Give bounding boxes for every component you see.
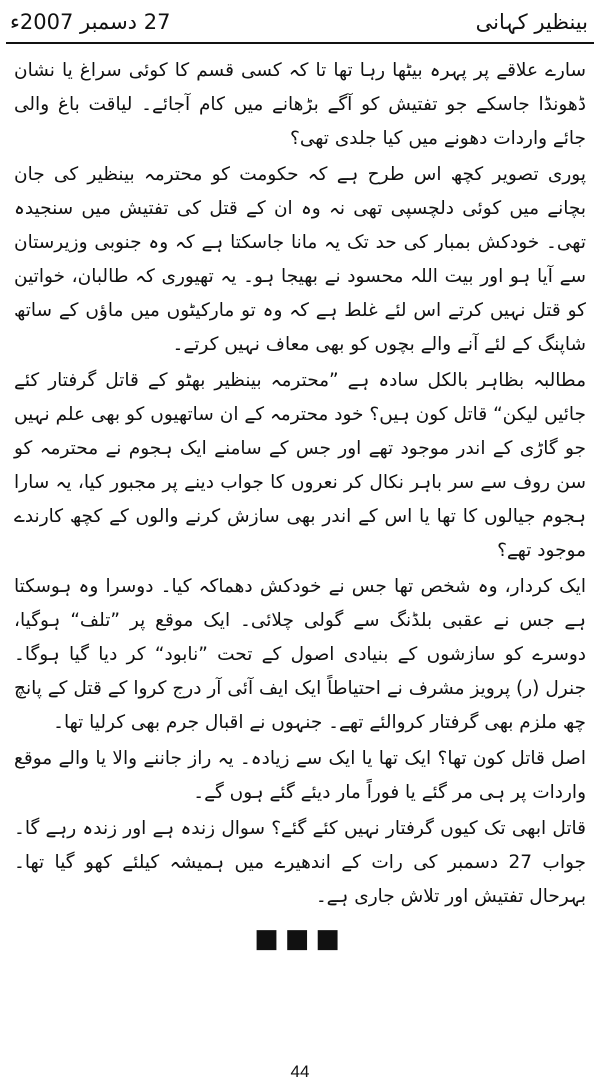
body-text bbox=[14, 54, 586, 916]
paragraph-4: ایک کردار، وہ شخص تھا جس نے خودکش دھماکہ کیا۔ دوسرا وہ ہوسکتا ہے جس نے عقبی بلڈنگ سے گولی چلائی۔ ایک موقع پر ”تلف“ ہوگیا، دوسرے کو سازشوں کے بنیادی اصول کے تحت ”نابود“ کر دیا گیا ہوگا۔ جنرل (ر) پرویز مشرف نے احتیاطاً ایک ایف آئی آر درج کروا کے قتل کے پانچ چھ ملزم بھی گرفتار کروالئے تھے۔ جنہوں نے اقبال جرم بھی کرلیا تھا۔ bbox=[14, 576, 586, 733]
paragraph-2: پوری تصویر کچھ اس طرح ہے کہ حکومت کو محترمہ بینظیر کی جان بچانے میں کوئی دلچسپی تھی نہ وہ ان کے قتل کی تفتیش میں سنجیدہ تھی۔ خودکش بمبار کی حد تک یہ مانا جاسکتا ہے کہ وہ جنوبی وزیرستان سے آیا ہو اور بیت اللہ محسود نے بھیجا ہو۔ یہ تھیوری کہ طالبان، خواتین کو قتل نہیں کرتے اس لئے غلط ہے کہ وہ تو مارکیٹوں میں ماؤں کے ساتھ شاپنگ کے لئے آنے والے بچوں کو بھی معاف نہیں کرتے۔ bbox=[14, 164, 586, 355]
section-end-ornament: ■■■ bbox=[254, 924, 346, 954]
paragraph-5: اصل قاتل کون تھا؟ ایک تھا یا ایک سے زیادہ۔ یہ راز جاننے والا یا والے موقع واردات پر ہی مر گئے یا فوراً مار دیئے گئے ہوں گے۔ bbox=[14, 748, 586, 803]
page-header bbox=[8, 8, 592, 44]
paragraph-6: قاتل ابھی تک کیوں گرفتار نہیں کئے گئے؟ سوال زندہ ہے اور زندہ رہے گا۔ جواب 27 دسمبر کی رات کے اندھیرے میں ہمیشہ کیلئے کھو گیا تھا۔ بہرحال تفتیش اور تلاش جاری ہے۔ bbox=[14, 818, 586, 907]
header-book-title: بینظیر کہانی bbox=[475, 10, 588, 34]
page-number: 44 bbox=[290, 1062, 310, 1081]
paragraph-3: مطالبہ بظاہر بالکل سادہ ہے ”محترمہ بینظیر بھٹو کے قاتل گرفتار کئے جائیں لیکن“ قاتل کون ہیں؟ خود محترمہ کے ان ساتھیوں کو بھی علم نہیں جو گاڑی کے اندر موجود تھے اور جس کے سامنے ایک ہجوم نے محترمہ کو سن روف سے سر باہر نکال کر نعروں کا جواب دینے پر مجبور کیا، یہ سارا ہجوم جیالوں کا تھا یا اس کے اندر بھی سازش کرنے والوں کے کچھ کارندے موجود تھے؟ bbox=[14, 370, 586, 561]
paragraph-1: سارے علاقے پر پہرہ بیٹھا رہا تھا تا کہ کسی قسم کا کوئی سراغ یا نشان ڈھونڈا جاسکے جو تفتیش کو آگے بڑھانے میں کام آجائے۔ لیاقت باغ والی جائے واردات دھونے میں کیا جلدی تھی؟ bbox=[14, 60, 586, 149]
header-rule bbox=[6, 42, 594, 44]
header-date: 27 دسمبر 2007ء bbox=[10, 10, 171, 34]
